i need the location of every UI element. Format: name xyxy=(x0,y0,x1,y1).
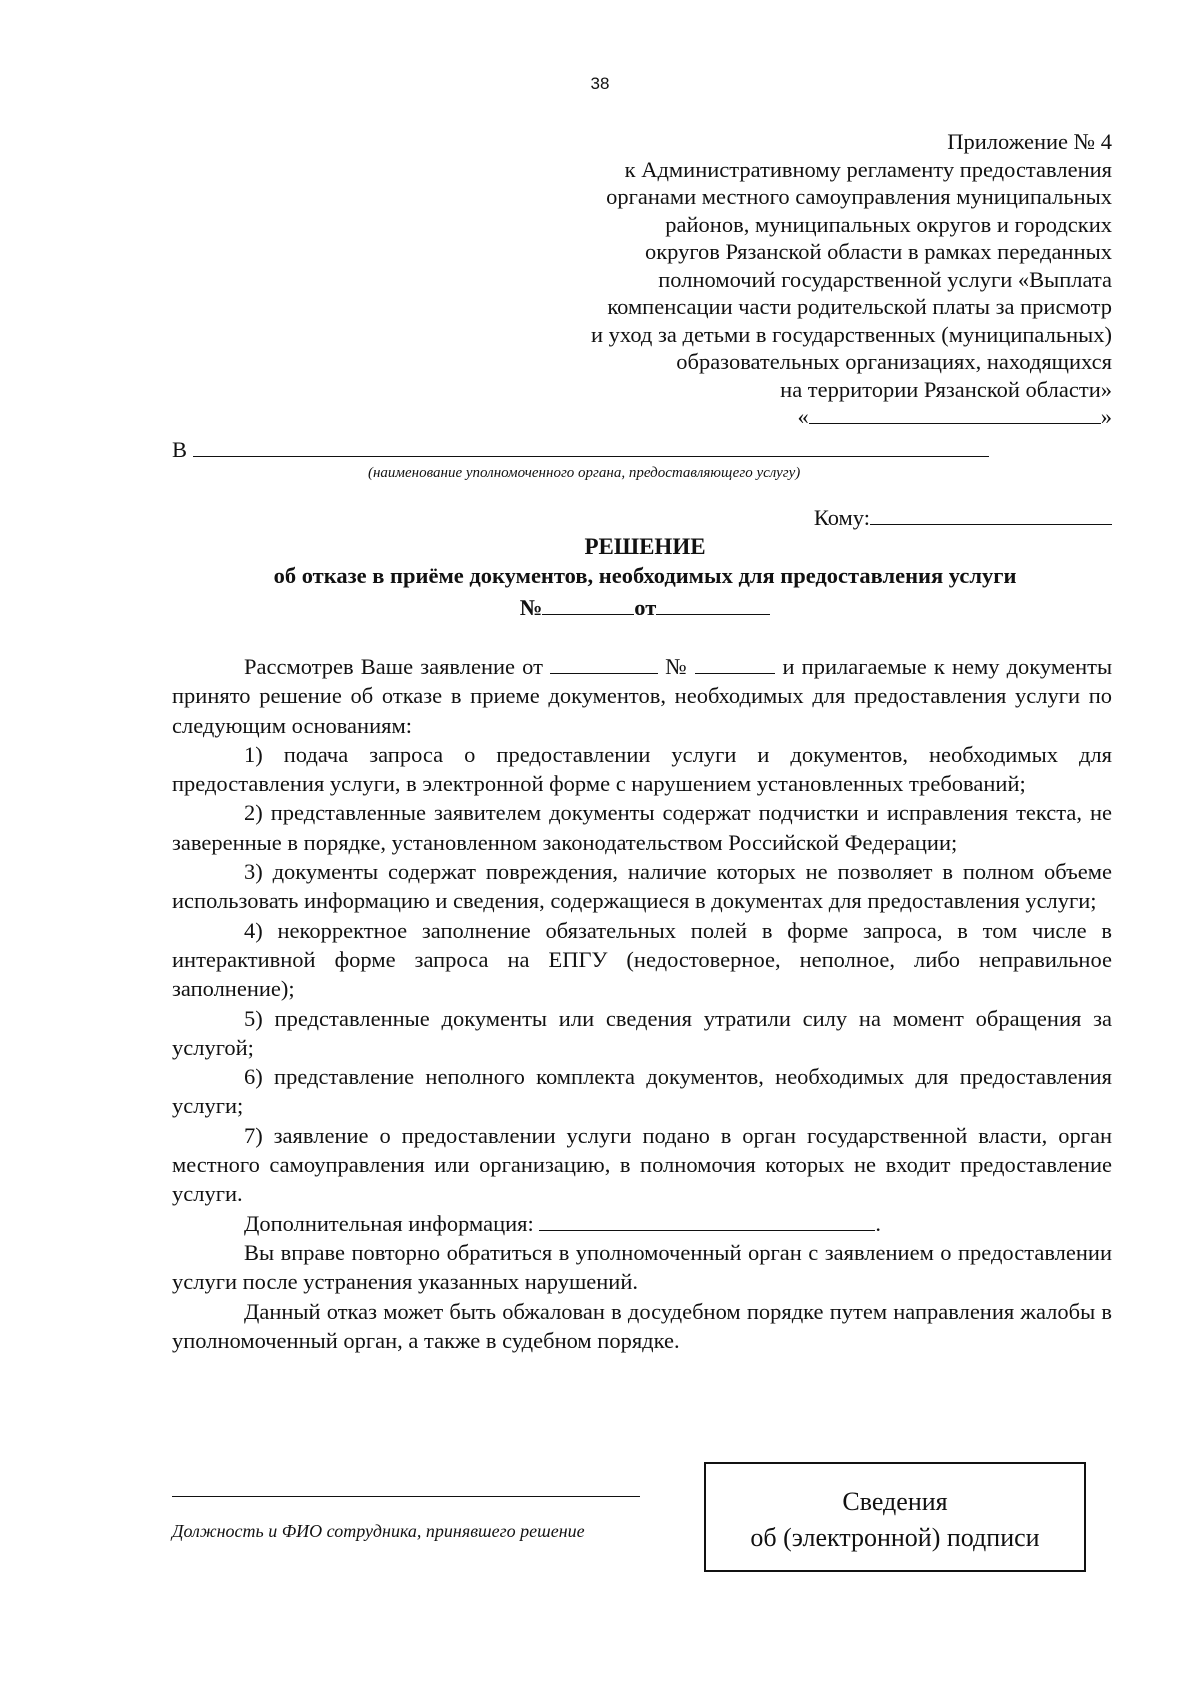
reason-item: 3) документы содержат повреждения, наличие которых не позволяет в полном объеме использовать информацию и сведения, содержащиеся в документах для предоставления услуги; xyxy=(172,859,1112,914)
komu-line: Кому: xyxy=(814,504,1112,531)
reason-item: 4) некорректное заполнение обязательных полей в форме запроса, в том числе в интерактивной форме запроса на ЕПГУ (недостоверное, неполное, либо неправильное заполнение); xyxy=(172,917,1112,1002)
reason-item: 2) представленные заявителем документы содержат подчистки и исправления текста, не заверенные в порядке, установленном законодательством Российской Федерации; xyxy=(172,800,1112,855)
reason-item: 6) представление неполного комплекта документов, необходимых для предоставления услуги; xyxy=(172,1064,1112,1119)
appendix-line: полномочий государственной услуги «Выплата xyxy=(658,266,1112,292)
extra-info-paragraph: Дополнительная информация: . xyxy=(244,1210,882,1236)
appendix-blank-line: « » xyxy=(797,404,1112,429)
stamp-line: об (электронной) подписи xyxy=(750,1523,1040,1552)
appendix-line: Приложение № 4 xyxy=(947,129,1112,154)
signature-caption: Должность и ФИО сотрудника, принявшего решение xyxy=(172,1521,585,1541)
application-date-field[interactable] xyxy=(550,653,658,674)
appendix-line: компенсации части родительской платы за присмотр xyxy=(607,294,1112,319)
electronic-signature-box xyxy=(704,1462,1086,1572)
document-subtitle: об отказе в приёме документов, необходимых для предоставления услуги xyxy=(273,563,1017,588)
authority-hint: (наименование уполномоченного органа, предоставляющего услугу) xyxy=(368,465,801,481)
komu-field[interactable] xyxy=(870,504,1112,525)
intro-paragraph: Рассмотрев Ваше заявление от № и прилагаемые к нему документы принято решение об отказе в приеме документов, необходимых для предоставления услуги по следующим основаниям: xyxy=(172,654,1113,738)
appendix-line: на территории Рязанской области» xyxy=(780,376,1112,402)
extra-info-field[interactable] xyxy=(539,1210,875,1231)
document-title: РЕШЕНИЕ xyxy=(584,534,706,559)
appendix-line: образовательных организациях, находящихся xyxy=(676,349,1112,374)
decision-number-field[interactable] xyxy=(542,596,634,615)
stamp-line: Сведения xyxy=(842,1487,948,1516)
repeat-paragraph: Вы вправе повторно обратиться в уполномоченный орган с заявлением о предоставлении услуги после устранения указанных нарушений. xyxy=(172,1239,1112,1295)
appendix-header xyxy=(492,128,1112,431)
appendix-line: к Административному регламенту предоставления xyxy=(624,156,1112,182)
signature-line[interactable] xyxy=(172,1496,640,1497)
appendix-line: органами местного самоуправления муниципальных xyxy=(606,184,1112,209)
page-number: 38 xyxy=(590,74,610,93)
decision-date-field[interactable] xyxy=(656,596,770,615)
authority-field[interactable] xyxy=(193,436,989,457)
appendix-blank-field[interactable] xyxy=(809,403,1101,424)
reason-item: 5) представленные документы или сведения утратили силу на момент обращения за услугой; xyxy=(172,1005,1112,1060)
appeal-paragraph: Данный отказ может быть обжалован в досудебном порядке путем направления жалобы в уполномоченный орган, а также в судебном порядке. xyxy=(172,1298,1112,1353)
reason-item: 7) заявление о предоставлении услуги подано в орган государственной власти, орган местного самоуправления или организацию, в полномочия которых не входит предоставление услуги. xyxy=(172,1122,1112,1207)
appendix-line: округов Рязанской области в рамках переданных xyxy=(644,239,1112,264)
recipient-authority-line: В xyxy=(172,436,989,463)
document-number-line: № от xyxy=(0,595,1200,621)
appendix-line: районов, муниципальных округов и городских xyxy=(665,211,1112,237)
document-body xyxy=(172,652,1112,1355)
appendix-line: и уход за детьми в государственных (муниципальных) xyxy=(591,321,1112,347)
application-number-field[interactable] xyxy=(695,653,775,674)
reason-item: 1) подача запроса о предоставлении услуги и документов, необходимых для предоставления услуги, в электронной форме с нарушением установленных требований; xyxy=(172,741,1112,797)
